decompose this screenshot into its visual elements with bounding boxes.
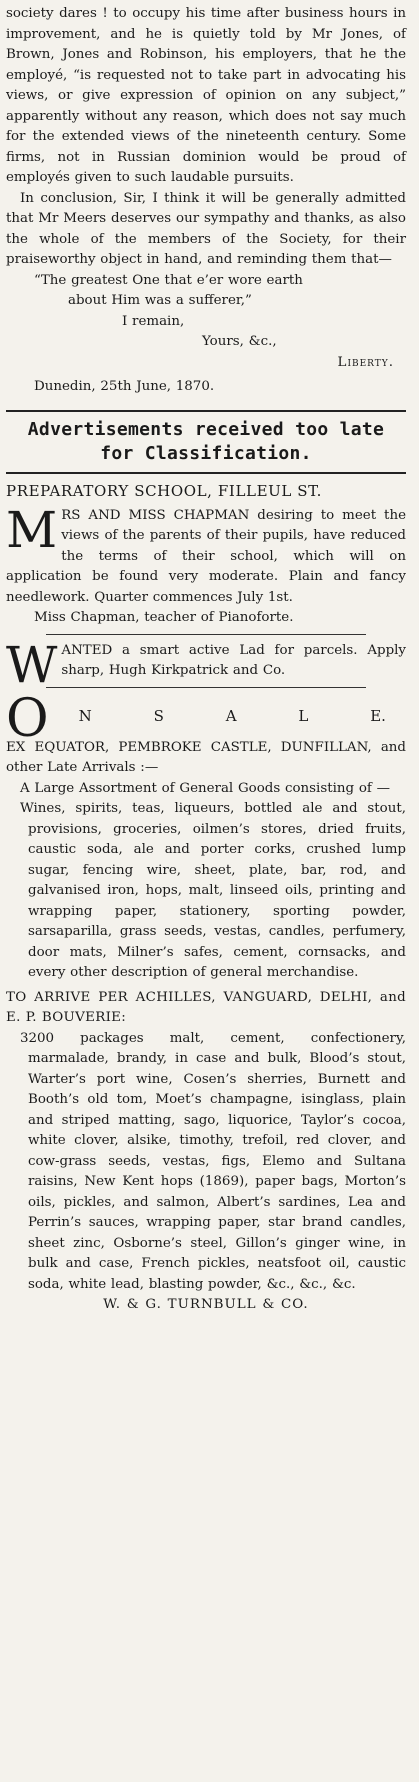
drop-cap: M [6, 500, 58, 559]
ad-intro: A Large Assortment of General Goods consisting of — [20, 780, 390, 796]
ad-note: Miss Chapman, teacher of Pianoforte. [34, 610, 294, 625]
letter-signature: Liberty. [337, 354, 394, 370]
ad-title [6, 688, 406, 749]
divider [46, 634, 366, 635]
closing-remain: I remain, [122, 313, 185, 329]
closing-yours: Yours, &c., [202, 334, 277, 349]
ad-subtitle: EX EQUATOR, PEMBROKE CASTLE, DUNFILLAN, and other Late Arrivals :— [6, 739, 406, 775]
letter-paragraph: In conclusion, Sir, I think it will be generally admitted that Mr Meers deserves our sympathy and thanks, as also the whole of the members of the Society, for their praiseworthy object in hand, and reminding them that— [6, 190, 406, 267]
letter-paragraph: society dares ! to occupy his time after business hours in improvement, and he is quietly told by Mr Jones, of Brown, Jones and Robinson, his employers, that he the employé, “is requested not to take part in advocating his views, or give expression of opinion on any subject,” apparently without any reason, which does not say much for the extended views of the nineteenth century. Some firms, not in Russian dominion would be proud of employés given to such laudable pursuits. [6, 6, 406, 185]
goods-list: 3200 packages malt, cement, confectionery, marmalade, brandy, in case and bulk, Blood’s stout, Warter’s port wine, Cosen’s sherries, Burnett and Booth’s old tom, Moet’s champagne, isinglass, plain and striped matting, sago, liquorice, Taylor’s cocoa, white clover, alsike, timothy, trefoil, red clover, and cow-grass seeds, vestas, figs, Elemo and Sultana raisins, New Kent hops (1869), paper bags, Morton’s oils, pickles, and salmon, Albert’s sardines, Lea and Perrin’s sauces, wrapping paper, star brand candles, sheet zinc, Osborne’s steel, Gillon’s ginger wine, in bulk and case, French pickles, neatsfoot oil, caustic soda, white lead, blasting powder, &c., &c., &c. [20, 1030, 406, 1292]
ad-signature: W. & G. TURNBULL & CO. [103, 1297, 309, 1312]
drop-cap: O [6, 688, 49, 749]
drop-cap: W [6, 635, 58, 694]
section-heading: Advertisements received too late [27, 418, 385, 440]
section-heading: for Classification. [100, 442, 312, 464]
spaced-title [79, 694, 406, 738]
quote-line: “The greatest One that e’er wore earth [34, 272, 303, 288]
title-letter: N [78, 706, 92, 725]
ad-on-sale [6, 688, 406, 1316]
title-letter: L [298, 706, 309, 725]
title-letter: S [153, 706, 164, 725]
ad-wanted [6, 635, 406, 694]
divider [6, 472, 406, 474]
ad-body: RS AND MISS CHAPMAN desiring to meet the views of the parents of their pupils, have reduced the terms of their school, which will on application be found very moderate. Plain and fancy needlework. Quarter commences July 1st. [6, 507, 406, 605]
ad-preparatory-school [6, 480, 406, 629]
title-letter: E. [370, 706, 386, 725]
divider [46, 687, 366, 688]
ad-title: PREPARATORY SCHOOL, FILLEUL ST. [6, 481, 322, 500]
ad-body: ANTED a smart active Lad for parcels. Apply sharp, Hugh Kirkpatrick and Co. [61, 642, 406, 678]
quote-line: about Him was a sufferer,” [68, 293, 252, 308]
divider [6, 410, 406, 412]
letter-dateline: Dunedin, 25th June, 1870. [34, 379, 215, 394]
goods-list: Wines, spirits, teas, liqueurs, bottled ale and stout, provisions, groceries, oilmen’s stores, dried fruits, caustic soda, ale and porter corks, crushed lump sugar, fencing wire, sheet, plate, bar, rod, and galvanised iron, hops, malt, linseed oils, printing and wrapping paper, stationery, sporting powder, sarsaparilla, grass seeds, vestas, candles, perfumery, door mats, Milner’s safes, cement, cornsacks, and every other description of general merchandise. [20, 801, 406, 980]
newspaper-column [6, 0, 406, 1316]
ad-subtitle: TO ARRIVE PER ACHILLES, VANGUARD, DELHI, and E. P. BOUVERIE: [6, 989, 406, 1025]
title-letter: A [225, 706, 237, 725]
